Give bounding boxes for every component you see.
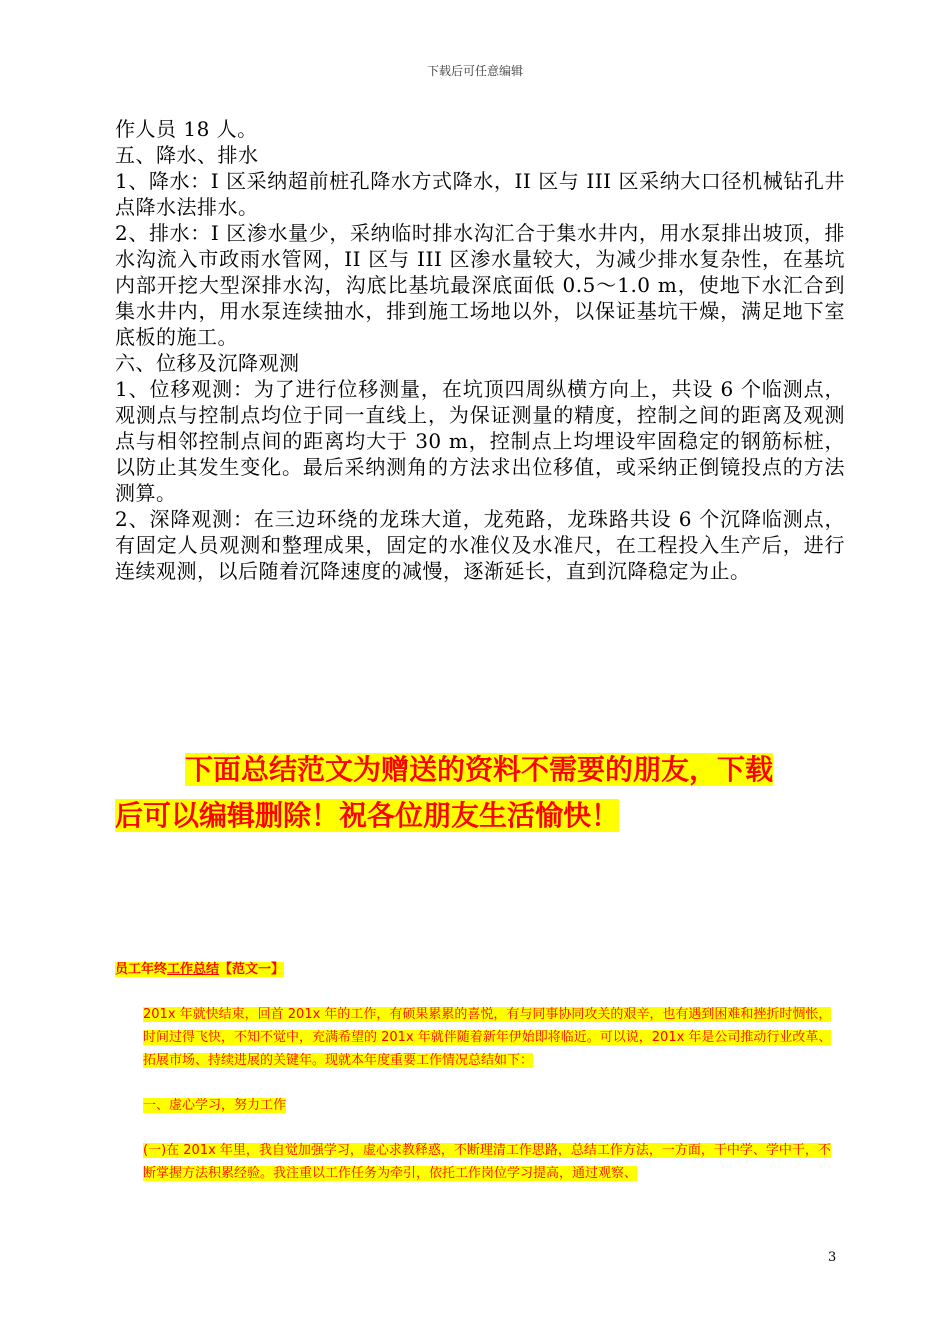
sample-title-underlined: 工作总结	[167, 962, 220, 977]
body-line: 作人员 18 人。	[115, 117, 258, 141]
body-paragraph: 1、降水：I 区采纳超前桩孔降水方式降水，II 区与 III 区采纳大口径机械钻孔井点降水法排水。	[115, 169, 845, 219]
page-number: 3	[828, 1250, 837, 1265]
promo-banner	[115, 747, 845, 839]
body-paragraph: 2、排水：I 区渗水量少，采纳临时排水沟汇合于集水井内，用水泵排出坡顶，排水沟流入市政雨水管网，II 区与 III 区渗水量较大，为减少排水复杂性，在基坑内部开挖大型深排水沟，沟底比基坑最深底面低 0.5～1.0 m，使地下水汇合到集水井内，用水泵连续抽水，排到施工场地以外，以保证基坑干燥，满足地下室底板的施工。	[115, 221, 845, 349]
sample-title-suffix: 【范文一】	[219, 962, 285, 977]
page-header: 下载后可任意编辑	[426, 64, 523, 78]
banner-line-2: 后可以编辑删除！祝各位朋友生活愉快！	[115, 799, 620, 832]
document-body	[115, 116, 845, 584]
sample-paragraph-1	[115, 1003, 840, 1072]
section-heading: 六、位移及沉降观测	[115, 351, 300, 375]
sample-heading-1	[115, 1094, 840, 1117]
sample-title	[115, 958, 840, 981]
sample-title-prefix: 员工年终	[115, 962, 168, 977]
sample-essay	[115, 958, 840, 1185]
body-paragraph: 1、位移观测：为了进行位移测量，在坑顶四周纵横方向上，共设 6 个临测点，观测点与控制点均位于同一直线上，为保证测量的精度，控制之间的距离及观测点与相邻控制点间的距离均大于 30 m，控制点上均埋设牢固稳定的钢筋标桩，以防止其发生变化。最后采纳测角的方法求出位移值，或采纳正倒镜投点的方法测算。	[115, 377, 845, 505]
sample-paragraph-1-text: 201x 年就快结束，回首 201x 年的工作，有硕果累累的喜悦，有与同事协同攻关的艰辛，也有遇到困难和挫折时惆怅，时间过得飞快，不知不觉中，充满希望的 201x 年就伴随着新年伊始即将临近。可以说，201x 年是公司推动行业改革、拓展市场、持续进展的关键年。现就本年度重要工作情况总结如下：	[143, 1007, 832, 1068]
sample-paragraph-2-text: (一)在 201x 年里，我自觉加强学习，虚心求教释惑，不断理清工作思路，总结工作方法，一方面，干中学、学中干，不断掌握方法积累经验。我注重以工作任务为牵引，依托工作岗位学习提高，通过观察、	[143, 1143, 831, 1181]
section-heading: 五、降水、排水	[115, 143, 259, 167]
sample-paragraph-2	[115, 1139, 840, 1185]
body-paragraph: 2、深降观测：在三边环绕的龙珠大道，龙苑路，龙珠路共设 6 个沉降临测点，有固定人员观测和整理成果，固定的水准仪及水准尺，在工程投入生产后，进行连续观测，以后随着沉降速度的减慢，逐渐延长，直到沉降稳定为止。	[115, 507, 845, 583]
banner-line-1: 下面总结范文为赠送的资料不需要的朋友，下载	[185, 753, 774, 786]
sample-heading-1-text: 一、虚心学习，努力工作	[143, 1098, 287, 1113]
